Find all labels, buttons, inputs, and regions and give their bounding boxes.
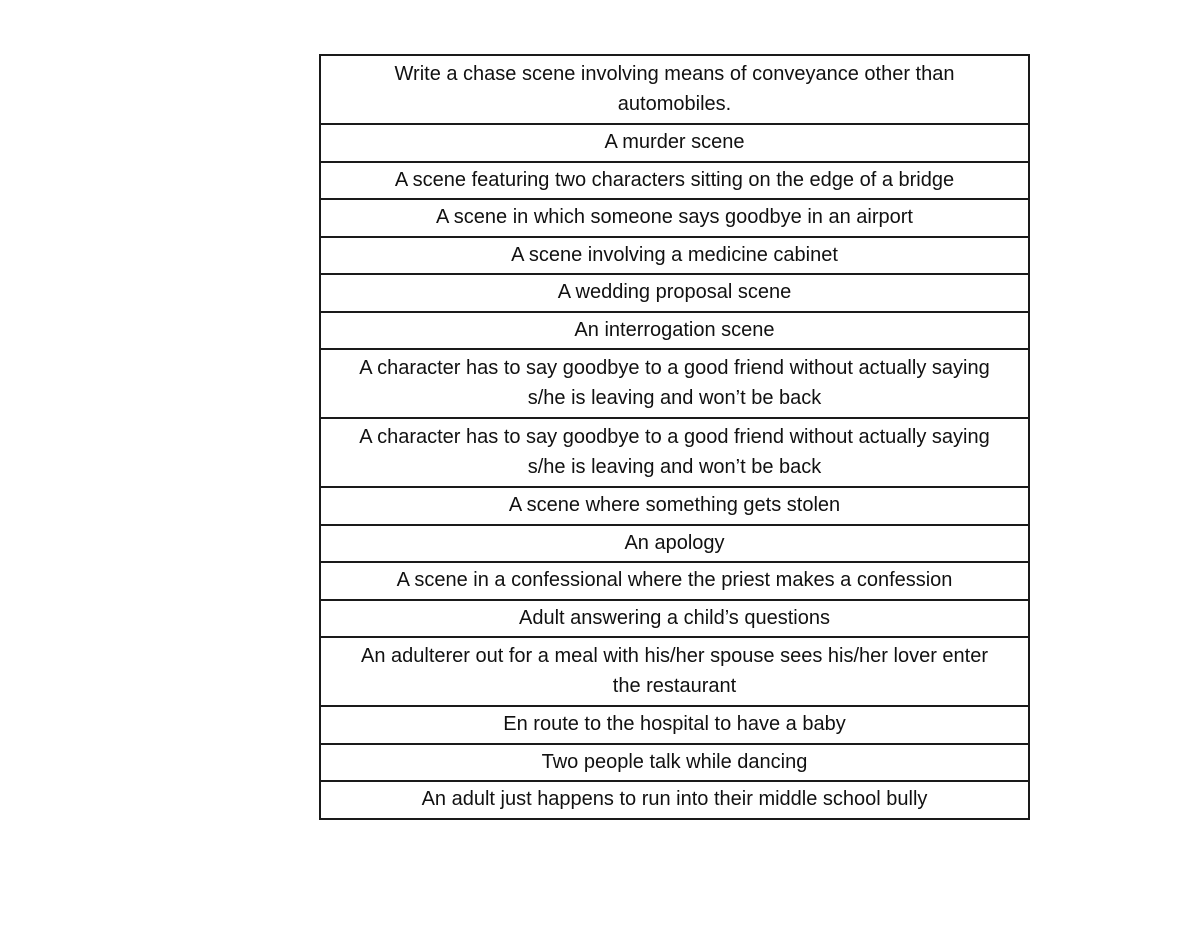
table-row <box>320 744 1029 782</box>
prompt-cell: A character has to say goodbye to a good friend without actually saying s/he is leaving and won’t be back <box>320 418 1029 487</box>
table-row <box>320 274 1029 312</box>
prompt-cell: A scene where something gets stolen <box>320 487 1029 525</box>
table-row <box>320 312 1029 350</box>
prompt-cell: A scene featuring two characters sitting on the edge of a bridge <box>320 162 1029 200</box>
prompt-cell: An apology <box>320 525 1029 563</box>
prompt-cell: A wedding proposal scene <box>320 274 1029 312</box>
table-row <box>320 237 1029 275</box>
table-row <box>320 487 1029 525</box>
prompt-cell: Two people talk while dancing <box>320 744 1029 782</box>
prompt-sheet <box>319 54 1030 820</box>
prompt-cell: A scene in a confessional where the priest makes a confession <box>320 562 1029 600</box>
table-row <box>320 600 1029 638</box>
prompt-cell: An adulterer out for a meal with his/her spouse sees his/her lover enter the restaurant <box>320 637 1029 706</box>
prompt-cell: A character has to say goodbye to a good friend without actually saying s/he is leaving and won’t be back <box>320 349 1029 418</box>
table-row <box>320 162 1029 200</box>
table-row <box>320 199 1029 237</box>
prompt-cell: Adult answering a child’s questions <box>320 600 1029 638</box>
prompt-cell: An interrogation scene <box>320 312 1029 350</box>
table-row <box>320 706 1029 744</box>
prompt-cell: En route to the hospital to have a baby <box>320 706 1029 744</box>
prompt-cell: A murder scene <box>320 124 1029 162</box>
prompt-cell: A scene involving a medicine cabinet <box>320 237 1029 275</box>
scene-prompts-table <box>319 54 1030 820</box>
table-row <box>320 562 1029 600</box>
prompt-cell: Write a chase scene involving means of conveyance other than automobiles. <box>320 55 1029 124</box>
table-row <box>320 124 1029 162</box>
table-row <box>320 781 1029 819</box>
prompt-cell: A scene in which someone says goodbye in an airport <box>320 199 1029 237</box>
table-row <box>320 349 1029 418</box>
table-row <box>320 418 1029 487</box>
table-row <box>320 55 1029 124</box>
prompt-cell: An adult just happens to run into their middle school bully <box>320 781 1029 819</box>
table-row <box>320 637 1029 706</box>
table-row <box>320 525 1029 563</box>
